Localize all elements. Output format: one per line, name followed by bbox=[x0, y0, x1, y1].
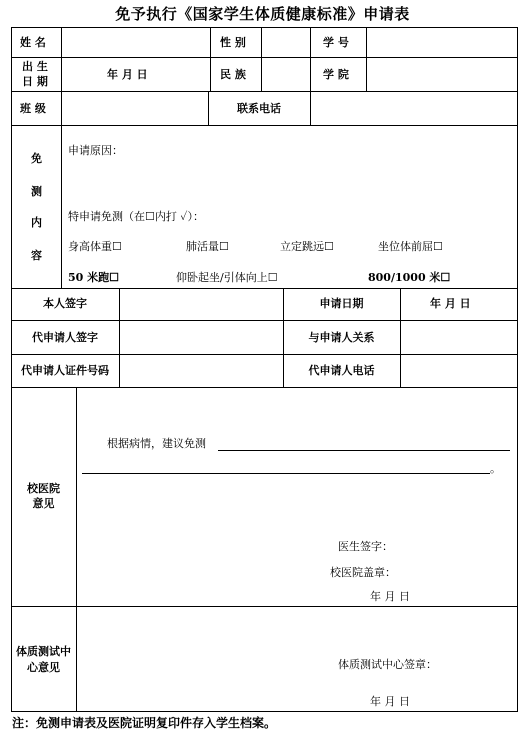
class-label: 班 级 bbox=[20, 102, 46, 115]
birth-date-value: 年 月 日 bbox=[107, 68, 148, 81]
exempt-side-char: 内 bbox=[31, 216, 42, 229]
hospital-date: 年 月 日 bbox=[370, 590, 410, 603]
row-divider bbox=[11, 125, 518, 126]
self-sign-label: 本人签字 bbox=[43, 297, 87, 310]
phone-label: 联系电话 bbox=[237, 102, 281, 115]
exempt-item-vital-capacity[interactable]: 肺活量☐ bbox=[186, 240, 229, 253]
apply-date-label: 申请日期 bbox=[319, 297, 364, 310]
birth-label-line2: 日 期 bbox=[22, 75, 48, 88]
exempt-side-char: 容 bbox=[31, 249, 42, 262]
agent-id-label: 代申请人证件号码 bbox=[21, 364, 109, 377]
col-divider bbox=[61, 125, 62, 288]
reason-label: 申请原因： bbox=[68, 144, 123, 157]
apply-date-value: 年 月 日 bbox=[430, 297, 471, 310]
exempt-item-height-weight[interactable]: 身高体重☐ bbox=[68, 240, 122, 253]
row-divider bbox=[11, 320, 518, 321]
col-divider bbox=[76, 387, 77, 712]
doctor-sign-label: 医生签字： bbox=[338, 540, 393, 553]
student-id-label: 学 号 bbox=[323, 36, 349, 49]
exempt-instruction: 特申请免测（在☐内打 ✓）： bbox=[68, 210, 204, 223]
relation-label: 与申请人关系 bbox=[308, 331, 375, 344]
agent-sign-label: 代申请人签字 bbox=[32, 331, 98, 344]
form-title: 免予执行《国家学生体质健康标准》申请表 bbox=[115, 5, 410, 23]
col-divider bbox=[400, 288, 401, 387]
advice-underline bbox=[82, 473, 490, 474]
col-divider bbox=[261, 27, 262, 91]
college-label: 学 院 bbox=[323, 68, 349, 81]
center-seal-label: 体质测试中心签章： bbox=[338, 658, 437, 671]
birth-label-line1: 出 生 bbox=[22, 60, 48, 73]
gender-label: 性 别 bbox=[220, 36, 246, 49]
center-date: 年 月 日 bbox=[370, 695, 410, 708]
agent-phone-label: 代申请人电话 bbox=[308, 364, 375, 377]
exempt-item-situp-pullup[interactable]: 仰卧起坐/引体向上☐ bbox=[176, 271, 278, 284]
footer-note: 注：免测申请表及医院证明复印件存入学生档案。 bbox=[12, 716, 277, 730]
hospital-advice: 根据病情，建议免测 bbox=[107, 437, 206, 450]
exempt-item-standing-jump[interactable]: 立定跳远☐ bbox=[280, 240, 334, 253]
col-divider bbox=[61, 27, 62, 125]
row-divider bbox=[11, 606, 518, 607]
exempt-side-char: 测 bbox=[31, 185, 42, 198]
col-divider bbox=[210, 27, 211, 91]
advice-underline bbox=[218, 450, 510, 451]
name-label: 姓 名 bbox=[20, 36, 46, 49]
exempt-item-50m-run[interactable]: 50 米跑☐ bbox=[68, 271, 119, 284]
col-divider bbox=[208, 91, 209, 125]
ethnicity-label: 民 族 bbox=[220, 68, 246, 81]
row-divider bbox=[11, 288, 518, 289]
row-divider bbox=[11, 57, 518, 58]
row-divider bbox=[11, 91, 518, 92]
col-divider bbox=[310, 27, 311, 125]
center-label-line2: 心意见 bbox=[27, 661, 60, 674]
hospital-label-line2: 意见 bbox=[32, 497, 55, 510]
hospital-label-line1: 校医院 bbox=[27, 482, 60, 495]
col-divider bbox=[119, 288, 120, 387]
row-divider bbox=[11, 387, 518, 388]
exempt-item-sit-reach[interactable]: 坐位体前屈☐ bbox=[378, 240, 443, 253]
advice-period: 。 bbox=[490, 462, 501, 475]
col-divider bbox=[366, 27, 367, 91]
center-label-line1: 体质测试中 bbox=[16, 645, 71, 658]
exempt-side-char: 免 bbox=[31, 152, 42, 165]
hospital-seal-label: 校医院盖章： bbox=[330, 566, 396, 579]
exempt-item-800-1000m[interactable]: 800/1000 米☐ bbox=[368, 271, 451, 284]
row-divider bbox=[11, 354, 518, 355]
